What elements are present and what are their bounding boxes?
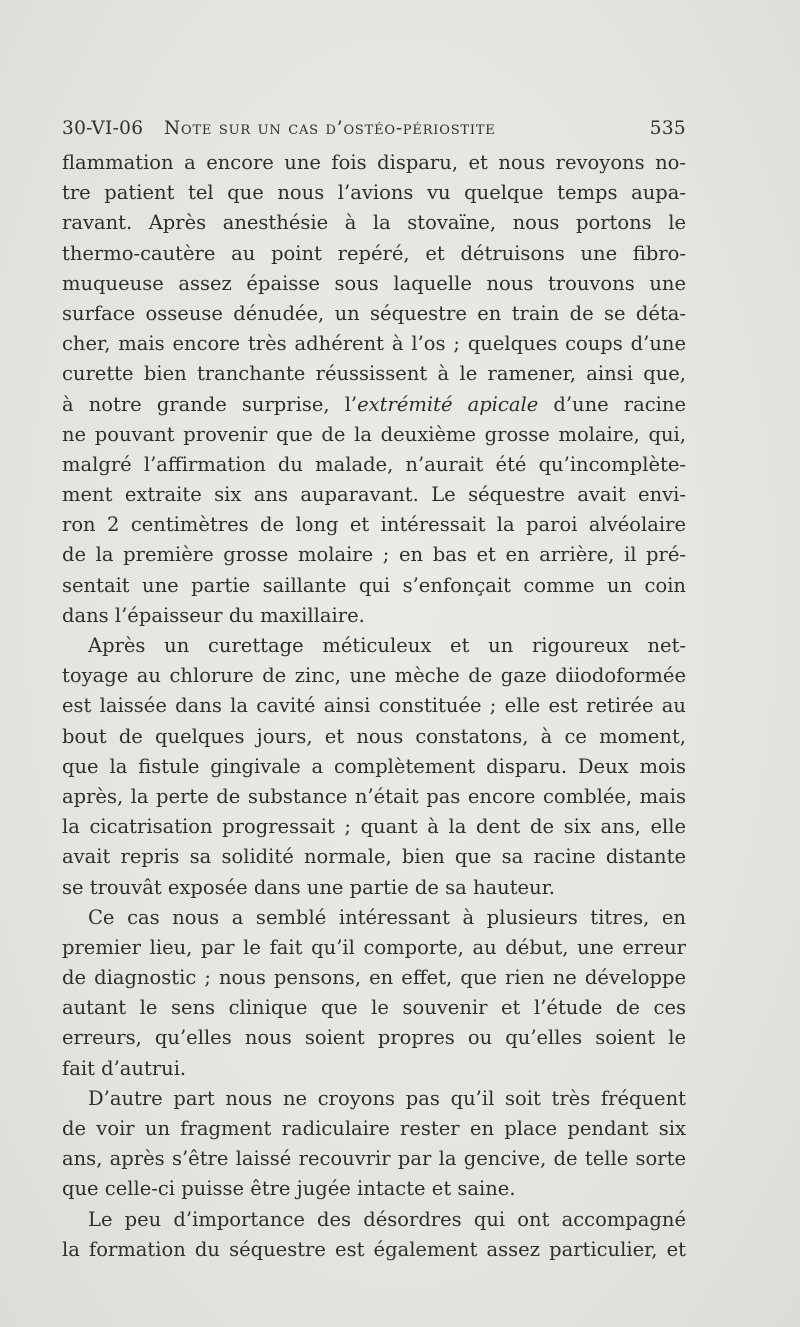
text-line: flammation a encore une fois disparu, et nous revoyons no- — [62, 151, 686, 174]
text-line-with-italic — [62, 390, 686, 420]
text-line: que la fistule gingivale a complètement disparu. Deux mois — [62, 754, 686, 778]
text-line: est laissée dans la cavité ainsi constituée ; elle est retirée au — [62, 694, 686, 718]
text-line: Le peu d’importance des désordres qui ont accompagné — [88, 1207, 686, 1231]
text-line: la formation du séquestre est également assez particulier, et — [62, 1237, 686, 1261]
text-line: de voir un fragment radiculaire rester en place pendant six — [62, 1117, 686, 1140]
paragraph-1 — [62, 148, 686, 631]
text-line: curette bien tranchante réussissent à le ramener, ainsi que, — [62, 362, 686, 386]
text-line: surface osseuse dénudée, un séquestre en train de se déta- — [62, 301, 686, 325]
text-line: sentait une partie saillante qui s’enfonçait comme un coin — [62, 573, 686, 597]
text-line: muqueuse assez épaisse sous laquelle nous trouvons une — [62, 271, 686, 295]
text-line: premier lieu, par le fait qu’il comporte, au début, une erreur — [62, 935, 686, 959]
text-line: cher, mais encore très adhérent à l’os ; quelques coups d’une — [62, 332, 686, 356]
text-fragment: à notre grande surprise, l’ — [62, 392, 358, 416]
text-line: bout de quelques jours, et nous constatons, à ce moment, — [62, 724, 686, 748]
header-date: 30-VI-06 — [62, 118, 144, 139]
text-line: après, la perte de substance n’était pas encore comblée, mais — [62, 784, 686, 808]
text-line: ment extraite six ans auparavant. Le séquestre avait envi- — [62, 483, 686, 507]
paragraph-4 — [62, 1084, 686, 1205]
text-line: Ce cas nous a semblé intéressant à plusieurs titres, en — [88, 905, 686, 929]
text-line: que celle-ci puisse être jugée intacte et saine. — [62, 1177, 516, 1201]
text-line: la cicatrisation progressait ; quant à la dent de six ans, elle — [62, 815, 686, 839]
text-line: ne pouvant provenir que de la deuxième grosse molaire, qui, — [62, 422, 686, 446]
page-body — [62, 148, 686, 1265]
italic-phrase: extrémité apicale — [357, 392, 539, 416]
text-line: ron 2 centimètres de long et intéressait la paroi alvéolaire — [62, 513, 686, 537]
text-line: de la première grosse molaire ; en bas et en arrière, il pré- — [62, 543, 686, 567]
text-fragment: d’une racine — [538, 392, 686, 416]
paragraph-3 — [62, 903, 686, 1084]
page-number: 535 — [649, 118, 686, 139]
running-header — [62, 118, 686, 144]
text-line: ans, après s’être laissé recouvrir par la gencive, de telle sorte — [62, 1147, 686, 1171]
text-line: D’autre part nous ne croyons pas qu’il soit très fréquent — [88, 1086, 686, 1110]
text-line: de diagnostic ; nous pensons, en effet, que rien ne développe — [62, 966, 686, 990]
paragraph-2 — [62, 631, 686, 903]
text-line: se trouvât exposée dans une partie de sa hauteur. — [62, 875, 556, 899]
text-line: malgré l’affirmation du malade, n’aurait été qu’incomplète- — [62, 452, 686, 476]
paragraph-5 — [62, 1205, 686, 1265]
text-line: Après un curettage méticuleux et un rigoureux net- — [88, 634, 686, 657]
header-title: Note sur un cas d’ostéo-périostite — [164, 118, 496, 139]
text-line: autant le sens clinique que le souvenir et l’étude de ces — [62, 996, 686, 1020]
text-line: fait d’autrui. — [62, 1056, 187, 1080]
text-line: thermo-cautère au point repéré, et détruisons une fibro- — [62, 241, 686, 265]
text-line: ravant. Après anesthésie à la stovaïne, nous portons le — [62, 211, 686, 235]
text-line: erreurs, qu’elles nous soient propres ou qu’elles soient le — [62, 1026, 686, 1050]
text-line: avait repris sa solidité normale, bien que sa racine distante — [62, 845, 686, 869]
text-line: toyage au chlorure de zinc, une mèche de gaze diiodoformée — [62, 664, 686, 688]
text-line: dans l’épaisseur du maxillaire. — [62, 603, 365, 627]
text-line: tre patient tel que nous l’avions vu quelque temps aupa- — [62, 181, 686, 205]
